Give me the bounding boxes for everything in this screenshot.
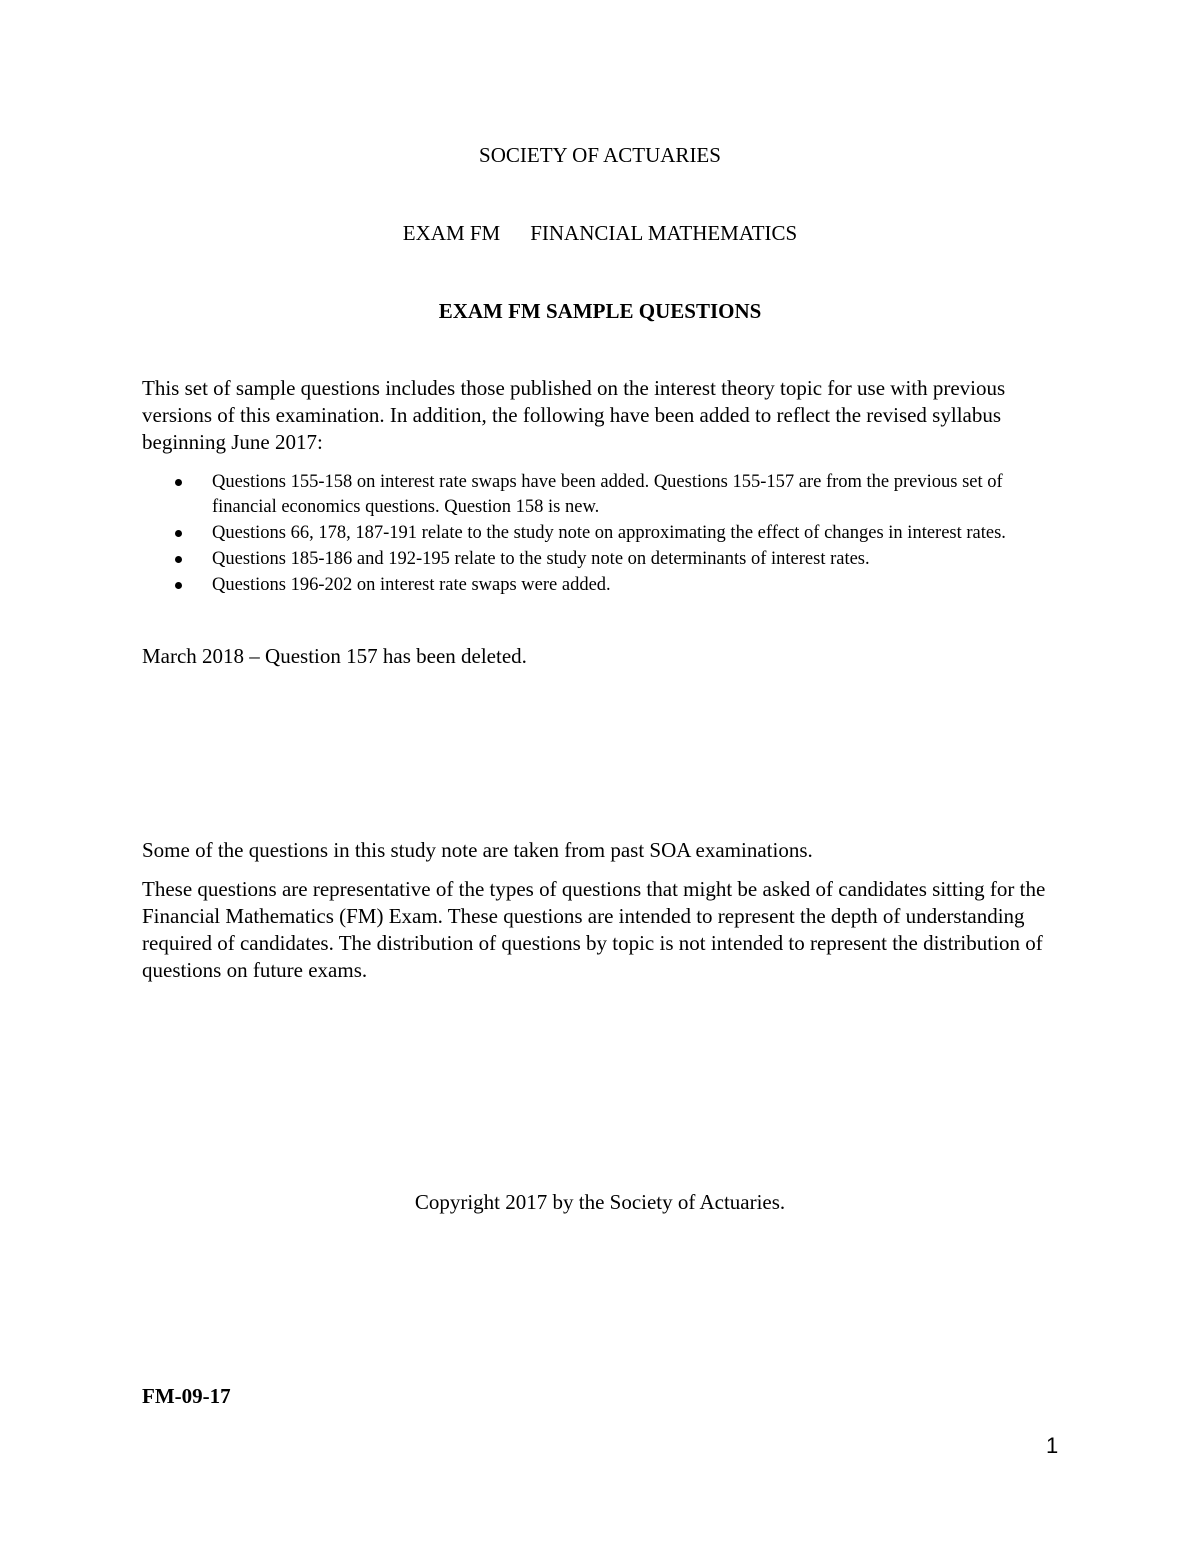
- copyright-notice: Copyright 2017 by the Society of Actuaries.: [414, 1190, 786, 1214]
- intro-paragraph: This set of sample questions includes those published on the interest theory topic for use with previous versions of this examination. In addition, the following have been added to reflect the revised syllabus beginning June 2017:: [142, 376, 1006, 454]
- representative-note: These questions are representative of the types of questions that might be asked of candidates sitting for the Financial Mathematics (FM) Exam. These questions are intended to represent the depth of understanding required of candidates. The distribution of questions by topic is not intended to represent the distribution of questions on future exams.: [142, 877, 1046, 982]
- exam-name: FINANCIAL MATHEMATICS: [530, 221, 798, 245]
- list-item: [142, 573, 1042, 598]
- bullet-icon: [175, 530, 182, 537]
- update-list: [142, 470, 1042, 599]
- source-note: Some of the questions in this study note are taken from past SOA examinations.: [142, 838, 813, 862]
- document-title: EXAM FM SAMPLE QUESTIONS: [438, 299, 762, 323]
- organization-name: SOCIETY OF ACTUARIES: [479, 143, 721, 167]
- list-item-text: Questions 66, 178, 187-191 relate to the study note on approximating the effect of changes in interest rates.: [212, 522, 1006, 543]
- bullet-icon: [175, 582, 182, 589]
- list-item-text: Questions 155-158 on interest rate swaps have been added. Questions 155-157 are from the previous set of financial economics questions. Question 158 is new.: [212, 472, 1003, 517]
- bullet-icon: [175, 479, 182, 486]
- exam-code: EXAM FM: [402, 221, 501, 245]
- list-item-text: Questions 196-202 on interest rate swaps were added.: [212, 574, 611, 595]
- document-code: FM-09-17: [142, 1384, 231, 1408]
- page-number: 1: [1046, 1433, 1059, 1458]
- bullet-icon: [175, 556, 182, 563]
- list-item: [142, 521, 1042, 546]
- exam-heading: [0, 220, 1200, 246]
- list-item: [142, 470, 1042, 519]
- list-item: [142, 547, 1042, 572]
- list-item-text: Questions 185-186 and 192-195 relate to the study note on determinants of interest rates.: [212, 548, 870, 569]
- update-note: March 2018 – Question 157 has been deleted.: [142, 644, 527, 668]
